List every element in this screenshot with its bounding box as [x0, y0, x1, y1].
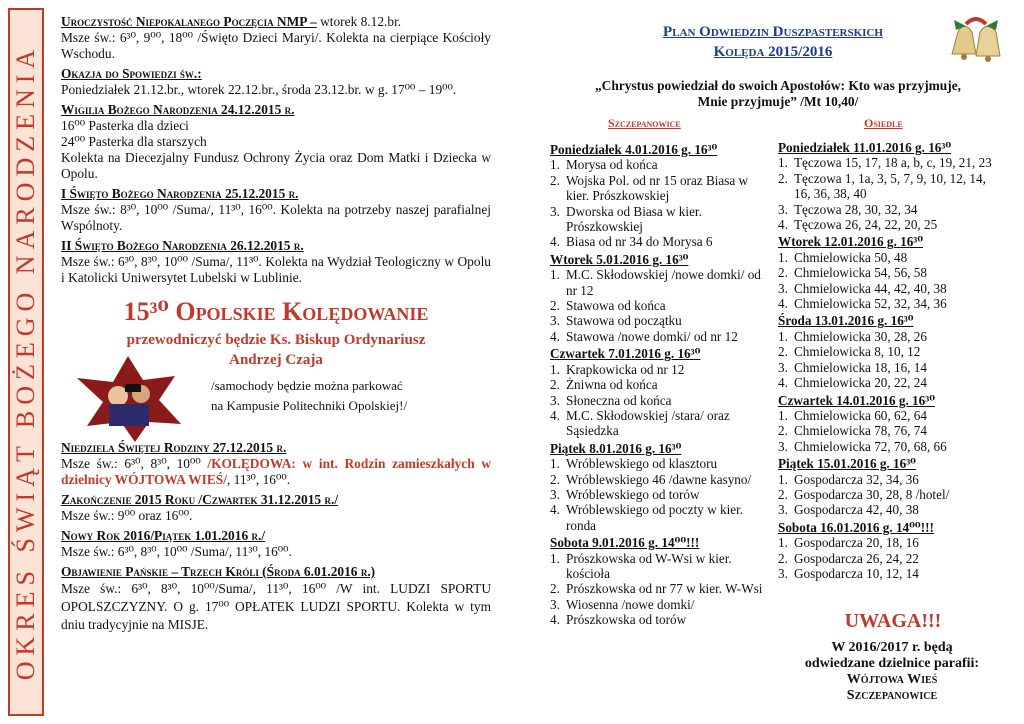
column-heading-osiedle: Osiedle: [864, 116, 903, 130]
section-trzech-kroli: [61, 564, 491, 634]
list-number: 1.: [550, 456, 560, 472]
list-number: 2.: [778, 550, 788, 566]
street-text: Prószkowska od torów: [566, 612, 687, 628]
section-heading: II Święto Bożego Narodzenia 26.12.2015 r.: [61, 238, 304, 253]
list-number: 2.: [778, 344, 788, 360]
parking-info: [61, 372, 491, 434]
section-heading: Okazja do Spowiedzi św.:: [61, 66, 202, 81]
section-heading: Uroczystość Niepokalanego Poczęcia NMP –: [61, 14, 317, 29]
list-number: 2.: [778, 486, 788, 502]
uwaga-line-1: W 2016/2017 r. będą: [831, 640, 953, 655]
street-list: [778, 408, 1002, 454]
street-text: Gospodarcza 30, 28, 8 /hotel/: [794, 486, 950, 502]
section-heading: Objawienie Pańskie – Trzech Króli (Środa 6.01.2016 r.): [61, 564, 376, 579]
street-list-item: [778, 281, 1002, 296]
street-text: Biasa od nr 34 do Morysa 6: [566, 234, 713, 250]
list-number: 2.: [550, 581, 560, 597]
section-heading: Zakończenie 2015 Roku /Czwartek 31.12.2015 r./: [61, 492, 339, 507]
street-list-item: [778, 344, 1002, 359]
column-heading-szczepanowice: Szczepanowice: [608, 116, 681, 130]
list-number: 3.: [778, 280, 788, 296]
street-list-item: [778, 329, 1002, 344]
street-list-item: [778, 439, 1002, 454]
section-body: Msze św.: 9⁰⁰ oraz 16⁰⁰.: [61, 508, 193, 523]
section-line: Kolekta na Diecezjalny Fundusz Ochrony Życia oraz Dom Matki i Dziecka w Opolu.: [61, 150, 491, 181]
list-number: 4.: [550, 234, 560, 250]
street-text: Słoneczna od końca: [566, 392, 672, 408]
street-list-item: [778, 265, 1002, 280]
section-body: Poniedziałek 21.12.br., wtorek 22.12.br., środa 23.12.br. w g. 17⁰⁰ – 19⁰⁰.: [61, 82, 457, 97]
uwaga-district-1: Wójtowa Wieś: [846, 672, 938, 687]
street-text: Wojska Pol. od nr 15 oraz Biasa w kier. Prószkowskiej: [566, 172, 749, 204]
street-list-item: [550, 581, 768, 596]
street-text: Chmielowicka 78, 76, 74: [794, 423, 927, 439]
street-list: [778, 329, 1002, 391]
street-list: [550, 267, 768, 344]
list-number: 2.: [550, 172, 560, 188]
street-list-item: [778, 408, 1002, 423]
list-number: 3.: [778, 502, 788, 518]
section-line: 24⁰⁰ Pasterka dla starszych: [61, 134, 207, 149]
list-number: 4.: [550, 407, 560, 423]
section-line: 16⁰⁰ Pasterka dla dzieci: [61, 118, 189, 133]
schedule-day: Wtorek 5.01.2016 g. 16³⁰: [550, 251, 689, 267]
schedule-day: Piątek 8.01.2016 g. 16³⁰: [550, 440, 682, 456]
left-column: [61, 14, 491, 638]
uwaga-district-2: Szczepanowice: [846, 688, 938, 703]
street-text: Gospodarcza 10, 12, 14: [794, 565, 919, 581]
section-swieto-1: [61, 186, 491, 234]
street-list: [550, 456, 768, 533]
list-number: 4.: [550, 502, 560, 518]
street-list: [550, 362, 768, 439]
list-number: 3.: [550, 392, 560, 408]
list-number: 2.: [550, 298, 560, 314]
section-niepokalane: [61, 14, 491, 62]
schedule-day: Środa 13.01.2016 g. 16³⁰: [778, 313, 914, 329]
koledowa-note: /KOLĘDOWA: w int. Rodzin zamieszkałych w dzielnicy WÓJTOWA WIEŚ/: [61, 456, 491, 487]
street-text: M.C. Skłodowskiej /nowe domki/ od nr 12: [566, 267, 761, 298]
list-number: 2.: [550, 377, 560, 393]
plan-title: [608, 22, 938, 62]
uwaga-line-2: odwiedzane dzielnice parafii:: [804, 656, 980, 671]
street-list-item: [550, 393, 768, 408]
street-list-item: [550, 612, 768, 627]
list-number: 2.: [778, 265, 788, 281]
list-number: 1.: [778, 155, 788, 171]
street-list-item: [778, 487, 1002, 502]
schedule-day: Poniedziałek 11.01.2016 g. 16³⁰: [778, 140, 952, 155]
list-number: 3.: [550, 203, 560, 219]
list-number: 2.: [778, 423, 788, 439]
street-text: Gospodarcza 32, 34, 36: [794, 471, 919, 487]
street-text: Wiosenna /nowe domki/: [566, 596, 695, 612]
section-body-tail: , 11³⁰, 16⁰⁰.: [226, 472, 291, 487]
street-text: Prószkowska od nr 77 w kier. W-Wsi: [566, 581, 763, 597]
street-text: Tęczowa 26, 24, 22, 20, 25: [794, 217, 938, 233]
section-body: Msze św.: 6³⁰, 8³⁰, 10⁰⁰/Suma/, 11³⁰, 16⁰⁰ /W int. LUDZI SPORTU OPOLSZCZYZNY. O g. 17⁰⁰ OPŁATEK LUDZI SPORTU. Kolekta w tym dniu tradycyjnie na MISJE.: [61, 581, 491, 632]
list-number: 2.: [778, 170, 788, 186]
street-list-item: [778, 155, 1002, 170]
parking-line-1: /samochody będzie można parkować: [211, 378, 403, 393]
list-number: 4.: [778, 375, 788, 391]
plan-title-line-2: Kolęda 2015/2016: [713, 44, 833, 60]
section-heading: Niedziela Świętej Rodziny 27.12.2015 r.: [61, 440, 287, 455]
event-bishop-name: Andrzej Czaja: [229, 352, 323, 368]
list-number: 4.: [550, 612, 560, 628]
uwaga-notice: [772, 640, 1012, 704]
street-text: Wróblewskiego 46 /dawne kasyno/: [566, 471, 752, 487]
street-text: Chmielowicka 20, 22, 24: [794, 375, 927, 391]
street-list-item: [550, 377, 768, 392]
street-list-item: [778, 472, 1002, 487]
section-heading: Nowy Rok 2016/Piątek 1.01.2016 r./: [61, 528, 266, 543]
street-text: Chmielowicka 30, 28, 26: [794, 328, 927, 344]
list-number: 1.: [550, 267, 560, 283]
section-body: Msze św.: 8³⁰, 10⁰⁰ /Suma/, 11³⁰, 16⁰⁰. Kolekta na potrzeby naszej parafialnej Wspólnoty.: [61, 202, 491, 233]
uwaga-heading: UWAGA!!!: [844, 610, 942, 632]
street-text: Chmielowicka 72, 70, 68, 66: [794, 438, 947, 454]
street-list-item: [550, 456, 768, 471]
street-text: Stawowa od początku: [566, 313, 682, 329]
schedule-day: Poniedziałek 4.01.2016 g. 16³⁰: [550, 142, 718, 157]
street-text: M.C. Skłodowskiej /stara/ oraz Sąsiedzka: [566, 407, 730, 439]
street-list-item: [778, 566, 1002, 581]
list-number: 1.: [778, 535, 788, 551]
list-number: 1.: [550, 157, 560, 173]
parking-line-2: na Kampusie Politechniki Opolskiej!/: [211, 398, 408, 413]
street-text: Krapkowicka od nr 12: [566, 361, 685, 377]
quote-line-2: Mnie przyjmuje” /Mt 10,40/: [697, 94, 859, 109]
street-list-item: [778, 296, 1002, 311]
bible-quote: [548, 78, 1008, 110]
carolers-star-image: [63, 354, 193, 444]
street-list-item: [550, 362, 768, 377]
list-number: 4.: [778, 296, 788, 312]
list-number: 1.: [550, 550, 560, 566]
street-text: Gospodarcza 26, 24, 22: [794, 550, 919, 566]
section-heading: I Święto Bożego Narodzenia 25.12.2015 r.: [61, 186, 299, 201]
street-list: [550, 551, 768, 628]
section-body: Msze św.: 6³⁰, 9⁰⁰, 18⁰⁰ /Święto Dzieci Maryi/. Kolekta na cierpiące Kościoły Wschodu.: [61, 30, 491, 61]
list-number: 1.: [778, 249, 788, 265]
street-list: [778, 155, 1002, 232]
christmas-bells-icon: [944, 14, 1008, 72]
street-list-item: [778, 171, 1002, 202]
list-number: 3.: [550, 313, 560, 329]
street-text: Tęczowa 1, 1a, 3, 5, 7, 9, 10, 12, 14, 16, 36, 38, 40: [794, 170, 986, 202]
street-list-item: [778, 360, 1002, 375]
schedule-day: Czwartek 14.01.2016 g. 16³⁰: [778, 392, 935, 408]
street-text: Stawowa /nowe domki/ od nr 12: [566, 328, 738, 344]
street-text: Chmielowicka 18, 16, 14: [794, 359, 927, 375]
section-nowy-rok: [61, 528, 491, 560]
sidebar-title: OKRES ŚWIĄT BOŻEGO NARODZENIA: [11, 43, 40, 681]
section-wigilia: [61, 102, 491, 182]
street-list-item: [550, 234, 768, 249]
street-text: Gospodarcza 42, 40, 38: [794, 502, 919, 518]
list-number: 4.: [778, 217, 788, 233]
list-number: 3.: [778, 565, 788, 581]
street-list-item: [778, 535, 1002, 550]
schedule-day: Wtorek 12.01.2016 g. 16³⁰: [778, 234, 924, 250]
street-text: Chmielowicka 54, 56, 58: [794, 265, 927, 281]
street-text: Żniwna od końca: [566, 377, 658, 393]
street-list-item: [550, 173, 768, 204]
street-text: Stawowa od końca: [566, 298, 666, 314]
street-text: Morysa od końca: [566, 157, 658, 173]
street-list: [778, 472, 1002, 518]
street-text: Chmielowicka 52, 32, 34, 36: [794, 296, 947, 312]
plan-title-line-1: Plan Odwiedzin Duszpasterskich: [663, 24, 883, 40]
street-list-item: [550, 502, 768, 533]
street-list-item: [550, 157, 768, 172]
section-body: Msze św.: 6³⁰, 8³⁰, 10⁰⁰ /Suma/, 11³⁰, 16⁰⁰.: [61, 544, 292, 559]
section-heading-tail: wtorek 8.12.br.: [316, 14, 402, 29]
list-number: 3.: [550, 596, 560, 612]
street-text: Chmielowicka 50, 48: [794, 249, 908, 265]
schedule-day: Czwartek 7.01.2016 g. 16³⁰: [550, 346, 701, 362]
list-number: 4.: [550, 328, 560, 344]
street-list-item: [550, 313, 768, 328]
sidebar-banner: [8, 8, 44, 716]
street-text: Wróblewskiego od torów: [566, 486, 700, 502]
schedule-day: Sobota 9.01.2016 g. 14⁰⁰!!!: [550, 535, 700, 551]
street-text: Tęczowa 28, 30, 32, 34: [794, 201, 918, 217]
street-text: Chmielowicka 44, 42, 40, 38: [794, 280, 947, 296]
section-body: Msze św.: 6³⁰, 8³⁰, 10⁰⁰ /Suma/, 11³⁰. Kolekta na Wydział Teologiczny w Opolu i Katolicki Uniwersytet Lubelski w Lublinie.: [61, 254, 491, 285]
street-list: [550, 157, 768, 249]
schedule-day: Piątek 15.01.2016 g. 16³⁰: [778, 456, 916, 472]
street-list-item: [550, 408, 768, 439]
list-number: 3.: [778, 438, 788, 454]
street-list-item: [550, 551, 768, 582]
street-list-item: [550, 267, 768, 298]
street-list-item: [550, 597, 768, 612]
street-list-item: [778, 202, 1002, 217]
list-number: 1.: [778, 328, 788, 344]
street-text: Wróblewskiego od klasztoru: [566, 456, 718, 472]
event-subtitle: przewodniczyć będzie Ks. Biskup Ordynariusz: [126, 332, 426, 348]
section-heading: Wigilia Bożego Narodzenia 24.12.2015 r.: [61, 102, 295, 117]
street-list: [778, 250, 1002, 312]
street-list-item: [550, 487, 768, 502]
street-text: Chmielowicka 8, 10, 12: [794, 344, 921, 360]
street-list-item: [778, 502, 1002, 517]
quote-line-1: „Chrystus powiedział do swoich Apostołów: Kto was przyjmuje,: [594, 78, 962, 93]
section-zakonczenie-roku: [61, 492, 491, 524]
list-number: 3.: [778, 201, 788, 217]
street-list-item: [778, 375, 1002, 390]
street-list-item: [550, 298, 768, 313]
section-body: Msze św.: 6³⁰, 8³⁰, 10⁰⁰: [61, 456, 208, 471]
street-text: Wróblewskiego od poczty w kier. ronda: [566, 502, 744, 533]
street-list-item: [778, 217, 1002, 232]
list-number: 3.: [550, 486, 560, 502]
schedule-osiedle: [778, 140, 1002, 583]
street-text: Dworska od Biasa w kier. Prószkowskiej: [566, 203, 702, 235]
street-text: Tęczowa 15, 17, 18 a, b, c, 19, 21, 23: [794, 155, 992, 171]
street-text: Chmielowicka 60, 62, 64: [794, 407, 927, 423]
street-list: [778, 535, 1002, 581]
street-list-item: [778, 551, 1002, 566]
list-number: 1.: [778, 471, 788, 487]
schedule-szczepanowice: [550, 142, 768, 630]
street-list-item: [550, 204, 768, 235]
list-number: 2.: [550, 471, 560, 487]
section-spowiedz: [61, 66, 491, 98]
street-list-item: [550, 472, 768, 487]
section-swieto-2: [61, 238, 491, 286]
list-number: 1.: [778, 407, 788, 423]
list-number: 3.: [778, 359, 788, 375]
event-title: 15³⁰ Opolskie Kolędowanie: [123, 297, 429, 326]
list-number: 1.: [550, 361, 560, 377]
street-list-item: [550, 329, 768, 344]
street-list-item: [778, 250, 1002, 265]
section-swieta-rodzina: [61, 440, 491, 488]
street-text: Gospodarcza 20, 18, 16: [794, 535, 919, 551]
street-list-item: [778, 423, 1002, 438]
street-text: Prószkowska od W-Wsi w kier. kościoła: [566, 550, 732, 581]
schedule-day: Sobota 16.01.2016 g. 14⁰⁰!!!: [778, 519, 934, 535]
